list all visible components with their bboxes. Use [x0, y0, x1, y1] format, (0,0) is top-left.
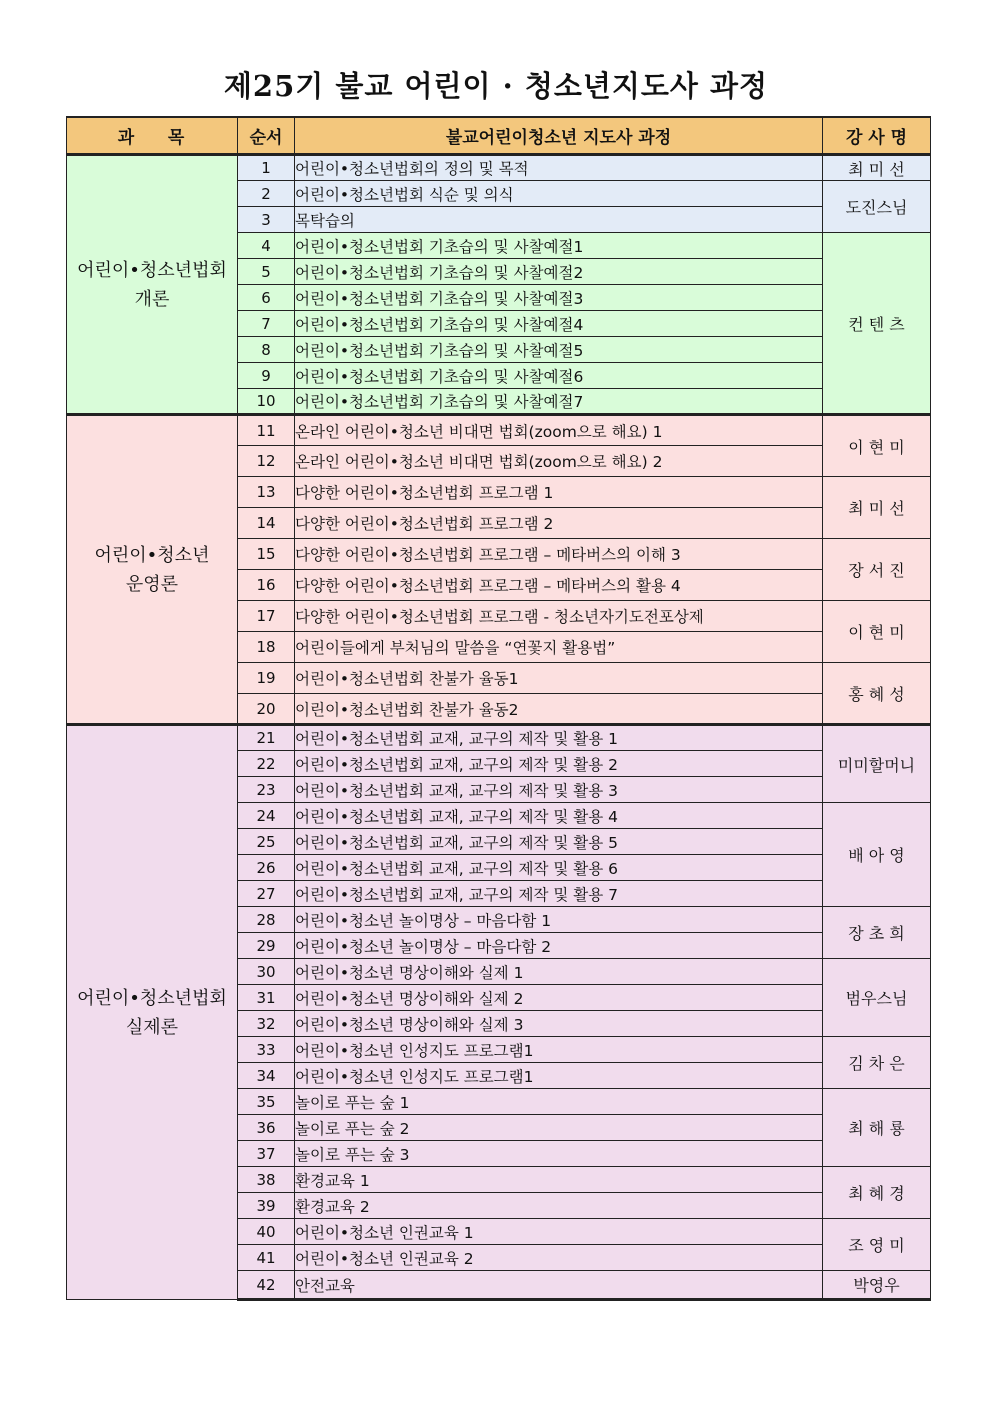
order-cell: 41 [238, 1245, 295, 1271]
order-cell: 2 [238, 181, 295, 207]
course-title-cell: 어린이•청소년법회 기초습의 및 사찰예절4 [295, 311, 823, 337]
course-title-cell: 어린이•청소년법회 기초습의 및 사찰예절6 [295, 363, 823, 389]
header-instructor: 강 사 명 [823, 117, 931, 155]
order-cell: 20 [238, 694, 295, 725]
instructor-cell: 최 미 선 [823, 477, 931, 539]
instructor-cell: 김 차 은 [823, 1037, 931, 1089]
course-title-cell: 목탁습의 [295, 207, 823, 233]
course-title-cell: 다양한 어린이•청소년법회 프로그램 2 [295, 508, 823, 539]
course-title-cell: 다양한 어린이•청소년법회 프로그램 – 메타버스의 이해 3 [295, 539, 823, 570]
course-title-cell: 환경교육 1 [295, 1167, 823, 1193]
order-cell: 40 [238, 1219, 295, 1245]
course-title-cell: 어린이•청소년 인권교육 2 [295, 1245, 823, 1271]
order-cell: 30 [238, 959, 295, 985]
instructor-cell: 박영우 [823, 1271, 931, 1300]
order-cell: 27 [238, 881, 295, 907]
order-cell: 23 [238, 777, 295, 803]
instructor-cell: 최 혜 경 [823, 1167, 931, 1219]
order-cell: 22 [238, 751, 295, 777]
page-title: 제25기 불교 어린이 · 청소년지도사 과정 [223, 69, 769, 103]
instructor-cell: 컨 텐 츠 [823, 233, 931, 415]
order-cell: 28 [238, 907, 295, 933]
order-cell: 38 [238, 1167, 295, 1193]
header-subject: 과 목 [67, 117, 238, 155]
order-cell: 26 [238, 855, 295, 881]
order-cell: 7 [238, 311, 295, 337]
course-title-cell: 어린이•청소년법회 기초습의 및 사찰예절3 [295, 285, 823, 311]
order-cell: 9 [238, 363, 295, 389]
course-title-cell: 어린이•청소년법회 교재, 교구의 제작 및 활용 3 [295, 777, 823, 803]
order-cell: 32 [238, 1011, 295, 1037]
order-cell: 5 [238, 259, 295, 285]
course-title-cell: 어린이•청소년법회 기초습의 및 사찰예절2 [295, 259, 823, 285]
order-cell: 1 [238, 155, 295, 181]
course-title-cell: 어린이•청소년 인권교육 1 [295, 1219, 823, 1245]
instructor-cell: 조 영 미 [823, 1219, 931, 1271]
order-cell: 4 [238, 233, 295, 259]
table-row [67, 415, 931, 446]
course-title-cell: 환경교육 2 [295, 1193, 823, 1219]
course-title-cell: 놀이로 푸는 숲 1 [295, 1089, 823, 1115]
course-title-cell: 어린이•청소년법회 교재, 교구의 제작 및 활용 5 [295, 829, 823, 855]
course-title-cell: 다양한 어린이•청소년법회 프로그램 - 청소년자기도전포상제 [295, 601, 823, 632]
course-title-cell: 안전교육 [295, 1271, 823, 1300]
course-title-cell: 어린이•청소년법회 교재, 교구의 제작 및 활용 7 [295, 881, 823, 907]
order-cell: 14 [238, 508, 295, 539]
course-title-cell: 온라인 어린이•청소년 비대면 법회(zoom으로 해요) 2 [295, 446, 823, 477]
order-cell: 15 [238, 539, 295, 570]
course-title-cell: 다양한 어린이•청소년법회 프로그램 – 메타버스의 활용 4 [295, 570, 823, 601]
course-title-cell: 이린이•청소년법회 찬불가 율동2 [295, 694, 823, 725]
course-title-cell: 어린이•청소년 명상이해와 실제 3 [295, 1011, 823, 1037]
instructor-cell: 장 초 희 [823, 907, 931, 959]
subject-cell [67, 155, 238, 415]
subject-line2: 실제론 [125, 1016, 179, 1038]
course-title-cell: 어린이•청소년 명상이해와 실제 2 [295, 985, 823, 1011]
subject-line1: 어린이•청소년 [94, 544, 210, 566]
order-cell: 12 [238, 446, 295, 477]
course-title-cell: 온라인 어린이•청소년 비대면 법회(zoom으로 해요) 1 [295, 415, 823, 446]
instructor-cell: 최 미 선 [823, 155, 931, 181]
order-cell: 8 [238, 337, 295, 363]
table-row [67, 725, 931, 751]
order-cell: 37 [238, 1141, 295, 1167]
subject-cell [67, 415, 238, 725]
instructor-cell: 장 서 진 [823, 539, 931, 601]
subject-line1: 어린이•청소년법회 [77, 987, 227, 1009]
course-title-cell: 어린이•청소년법회 기초습의 및 사찰예절7 [295, 389, 823, 415]
course-title-cell: 다양한 어린이•청소년법회 프로그램 1 [295, 477, 823, 508]
course-title-cell: 놀이로 푸는 숲 2 [295, 1115, 823, 1141]
course-title-cell: 어린이•청소년법회 식순 및 의식 [295, 181, 823, 207]
header-course: 불교어린이청소년 지도사 과정 [295, 117, 823, 155]
course-title-cell: 어린이•청소년법회 교재, 교구의 제작 및 활용 2 [295, 751, 823, 777]
instructor-cell: 이 현 미 [823, 601, 931, 663]
order-cell: 16 [238, 570, 295, 601]
course-title-cell: 어린이•청소년 놀이명상 – 마음다함 2 [295, 933, 823, 959]
subject-cell [67, 725, 238, 1300]
instructor-cell: 도진스님 [823, 181, 931, 233]
instructor-cell: 범우스님 [823, 959, 931, 1037]
table-header-row [67, 117, 931, 155]
order-cell: 6 [238, 285, 295, 311]
order-cell: 31 [238, 985, 295, 1011]
instructor-cell: 이 현 미 [823, 415, 931, 477]
order-cell: 19 [238, 663, 295, 694]
course-title-cell: 어린이•청소년법회 찬불가 율동1 [295, 663, 823, 694]
order-cell: 24 [238, 803, 295, 829]
subject-line1: 어린이•청소년법회 [77, 259, 227, 281]
order-cell: 25 [238, 829, 295, 855]
instructor-cell: 미미할머니 [823, 725, 931, 803]
order-cell: 13 [238, 477, 295, 508]
order-cell: 17 [238, 601, 295, 632]
course-title-cell: 어린이•청소년법회 교재, 교구의 제작 및 활용 6 [295, 855, 823, 881]
order-cell: 21 [238, 725, 295, 751]
table-row [67, 155, 931, 181]
order-cell: 3 [238, 207, 295, 233]
order-cell: 18 [238, 632, 295, 663]
order-cell: 10 [238, 389, 295, 415]
order-cell: 29 [238, 933, 295, 959]
course-title-cell: 어린이•청소년법회 교재, 교구의 제작 및 활용 1 [295, 725, 823, 751]
order-cell: 11 [238, 415, 295, 446]
instructor-cell: 최 해 룡 [823, 1089, 931, 1167]
header-order: 순서 [238, 117, 295, 155]
course-title-cell: 어린이•청소년법회 기초습의 및 사찰예절1 [295, 233, 823, 259]
instructor-cell: 홍 혜 성 [823, 663, 931, 725]
order-cell: 33 [238, 1037, 295, 1063]
course-title-cell: 어린이들에게 부처님의 말씀을 “연꽃지 활용법” [295, 632, 823, 663]
order-cell: 35 [238, 1089, 295, 1115]
course-title-cell: 어린이•청소년 명상이해와 실제 1 [295, 959, 823, 985]
course-title-cell: 어린이•청소년 놀이명상 – 마음다함 1 [295, 907, 823, 933]
order-cell: 42 [238, 1271, 295, 1300]
course-title-cell: 어린이•청소년 인성지도 프로그램1 [295, 1037, 823, 1063]
order-cell: 39 [238, 1193, 295, 1219]
order-cell: 34 [238, 1063, 295, 1089]
subject-line2: 운영론 [125, 573, 179, 595]
course-title-cell: 어린이•청소년법회 기초습의 및 사찰예절5 [295, 337, 823, 363]
course-title-cell: 놀이로 푸는 숲 3 [295, 1141, 823, 1167]
order-cell: 36 [238, 1115, 295, 1141]
course-title-cell: 어린이•청소년법회 교재, 교구의 제작 및 활용 4 [295, 803, 823, 829]
course-title-cell: 어린이•청소년법회의 정의 및 목적 [295, 155, 823, 181]
course-table [66, 116, 931, 1301]
subject-line2: 개론 [134, 288, 170, 310]
instructor-cell: 배 아 영 [823, 803, 931, 907]
course-title-cell: 어린이•청소년 인성지도 프로그램1 [295, 1063, 823, 1089]
